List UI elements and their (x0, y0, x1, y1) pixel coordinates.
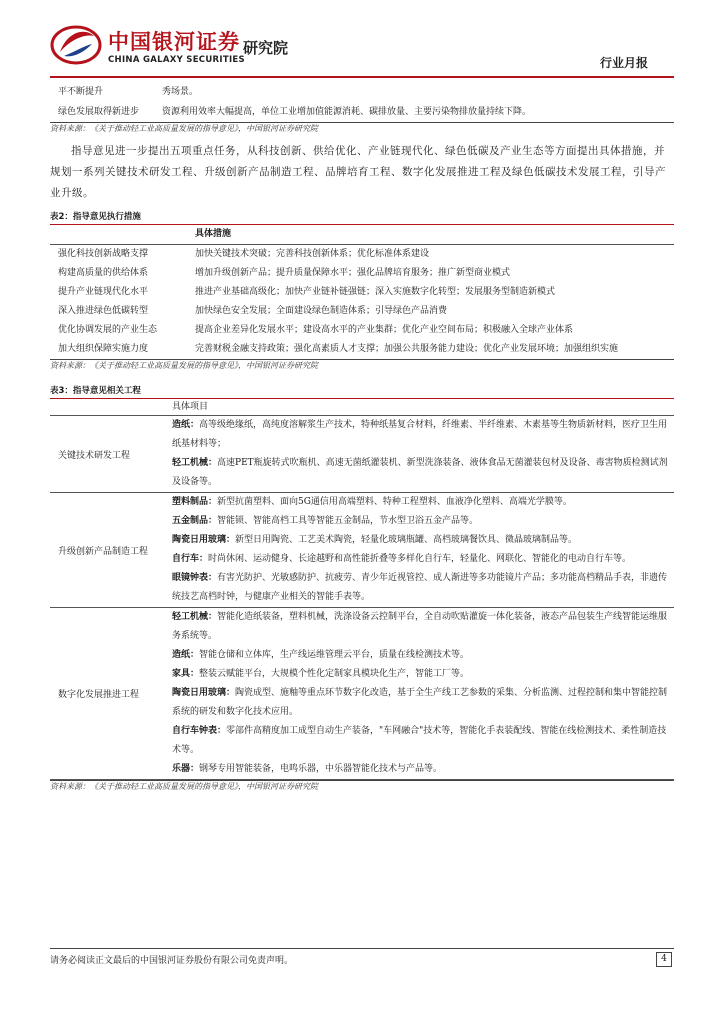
table-row (50, 340, 674, 359)
table1-source: 资料来源：《关于推动轻工业高质量发展的指导意见》，中国银河证券研究院 (50, 122, 674, 135)
brand-name-cn: 中国银河证券 (108, 30, 240, 54)
group-label: 关键技术研发工程 (58, 450, 131, 461)
table2-caption: 表2：指导意见执行措施 (50, 210, 674, 225)
row-text: 资源利用效率大幅提高，单位工业增加值能源消耗、碳排放量、主要污染物排放量持续下降。 (162, 107, 532, 117)
table-group (50, 493, 674, 608)
row-label: 优化协调发展的产业生态 (58, 325, 158, 335)
list-item (172, 646, 674, 665)
table-row (50, 264, 674, 283)
item-category: 造纸： (172, 650, 200, 660)
item-category: 自行车钟表： (172, 726, 227, 736)
column-header: 具体措施 (195, 229, 232, 239)
table-row (50, 102, 674, 122)
row-text: 增加升级创新产品；提升质量保障水平；强化品牌培育服务；推广新型商业模式 (195, 268, 511, 278)
item-text: 智能化造纸装备，塑料机械，洗涤设备云控制平台，全自动吹贴灌旋一体化装备，液态产品包装生产线智能运维服务系统等。 (172, 612, 668, 641)
table-group (50, 608, 674, 780)
list-item (172, 493, 674, 512)
item-category: 轻工机械： (172, 612, 218, 622)
item-text: 高速PET瓶旋转式吹瓶机、高速无菌纸灌装机、新型洗涤装备、液体食品无菌灌装包材及设备、毒害物质检测试剂及设备等。 (172, 458, 668, 487)
row-text: 加快绿色安全发展；全面建设绿色制造体系；引导绿色产品消费 (195, 306, 448, 316)
item-text: 零部件高精度加工成型自动生产装备，"车网融合"技术等，智能化手表装配线、智能在线检测技术、柔性制造技术等。 (172, 726, 667, 755)
list-item (172, 531, 674, 550)
table2 (50, 225, 674, 359)
column-header: 具体项目 (172, 402, 209, 412)
item-text: 智能锁、智能高档工具等智能五金制品，节水型卫浴五金产品等。 (217, 516, 479, 526)
report-type: 行业月报 (599, 56, 648, 70)
item-category: 乐器： (172, 764, 200, 774)
page-header (0, 0, 724, 80)
item-category: 眼镜钟表： (172, 573, 218, 583)
row-text: 完善财税金融支持政策；强化高素质人才支撑；加强公共服务能力建设；优化产业发展环境；加强组织实施 (195, 344, 619, 354)
body-paragraph: 指导意见进一步提出五项重点任务，从科技创新、供给优化、产业链现代化、绿色低碳及产业生态等方面提出具体措施，并规划一系列关键技术研发工程、升级创新产品制造工程、品牌培育工程、数字化发展推进工程及绿色低碳技术发展工程，引导产业升级。 (50, 145, 666, 199)
list-item (172, 569, 674, 607)
table1-continued (50, 82, 674, 122)
item-text: 陶瓷成型、施釉等重点环节数字化改造，基于全生产线工艺参数的采集、分析监测、过程控制和集中智能控制系统的研发和数字化技术应用。 (172, 688, 668, 717)
row-label: 深入推进绿色低碳转型 (58, 306, 149, 316)
row-label: 加大组织保障实施力度 (58, 344, 149, 354)
list-item (172, 722, 674, 760)
row-text: 加快关键技术突破；完善科技创新体系；优化标准体系建设 (195, 249, 430, 259)
table-row (50, 302, 674, 321)
row-text: 秀场景。 (162, 87, 199, 97)
item-category: 自行车： (172, 554, 209, 564)
group-items (172, 416, 674, 492)
item-category: 轻工机械： (172, 458, 218, 468)
table-header (50, 225, 674, 245)
table-group (50, 416, 674, 493)
item-category: 塑料制品： (172, 497, 218, 507)
item-category: 陶瓷日用玻璃： (172, 535, 236, 545)
table-header (50, 399, 674, 416)
table3-caption: 表3：指导意见相关工程 (50, 384, 674, 399)
group-label: 数字化发展推进工程 (58, 690, 140, 700)
row-label: 绿色发展取得新进步 (58, 107, 140, 117)
table-row (50, 321, 674, 340)
table3 (50, 399, 674, 780)
item-text: 新型日用陶瓷、工艺美术陶瓷，轻量化玻璃瓶罐、高档玻璃餐饮具、微晶玻璃制品等。 (235, 535, 578, 545)
item-category: 陶瓷日用玻璃： (172, 688, 236, 698)
table-row (50, 245, 674, 264)
list-item (172, 665, 674, 684)
list-item (172, 416, 674, 454)
brand-subtitle: 研究院 (243, 39, 289, 57)
page-number: 4 (656, 952, 672, 967)
item-category: 造纸： (172, 420, 200, 430)
table2-source: 资料来源：《关于推动轻工业高质量发展的指导意见》，中国银河证券研究院 (50, 359, 674, 372)
row-label: 提升产业链现代化水平 (58, 287, 149, 297)
footer-divider (50, 948, 674, 949)
item-category: 家具： (172, 669, 200, 679)
group-items (172, 493, 674, 607)
header-divider (50, 76, 674, 78)
row-label: 平不断提升 (58, 87, 104, 97)
item-text: 有害光防护、光敏感防护、抗疲劳、青少年近视管控、成人渐进等多功能镜片产品；多功能高档精品手表，非遗传统技艺高档时钟，与健康产业相关的智能手表等。 (172, 573, 668, 602)
table-row (50, 82, 674, 102)
row-text: 推进产业基础高级化；加快产业链补链强链；深入实施数字化转型；发展服务型制造新模式 (195, 287, 556, 297)
row-text: 提高企业差异化发展水平；建设高水平的产业集群；优化产业空间布局；积极融入全球产业体系 (195, 325, 574, 335)
list-item (172, 454, 674, 492)
row-label: 构建高质量的供给体系 (58, 268, 149, 278)
galaxy-logo-icon (50, 22, 102, 68)
row-label: 强化科技创新战略支撑 (58, 249, 149, 259)
table-row (50, 283, 674, 302)
list-item (172, 684, 674, 722)
list-item (172, 608, 674, 646)
item-text: 钢琴专用智能装备，电鸣乐器，中乐器智能化技术与产品等。 (199, 764, 443, 774)
table3-source: 资料来源：《关于推动轻工业高质量发展的指导意见》，中国银河证券研究院 (50, 780, 674, 793)
list-item (172, 512, 674, 531)
group-items (172, 608, 674, 779)
item-text: 时尚休闲、运动健身、长途越野和高性能折叠等多样化自行车，轻量化、网联化、智能化的电动自行车等。 (208, 554, 632, 564)
item-text: 高等级绝缘纸，高纯度溶解浆生产技术，特种纸基复合材料，纤维素、半纤维素、木素基等生物质新材料，医疗卫生用纸基材料等； (172, 420, 668, 449)
list-item (172, 550, 674, 569)
list-item (172, 760, 674, 779)
item-text: 智能仓储和立体库，生产线运维管理云平台，质量在线检测技术等。 (199, 650, 470, 660)
item-text: 整装云赋能平台，大规模个性化定制家具模块化生产，智能工厂等。 (199, 669, 470, 679)
brand-name-en: CHINA GALAXY SECURITIES (108, 55, 245, 65)
page-content (50, 82, 674, 793)
item-category: 五金制品： (172, 516, 218, 526)
group-label: 升级创新产品制造工程 (58, 546, 149, 557)
item-text: 新型抗菌塑料、面向5G通信用高端塑料、特种工程塑料、血液净化塑料、高端光学膜等。 (217, 497, 572, 507)
disclaimer-note: 请务必阅读正文最后的中国银河证券股份有限公司免责声明。 (50, 956, 294, 966)
